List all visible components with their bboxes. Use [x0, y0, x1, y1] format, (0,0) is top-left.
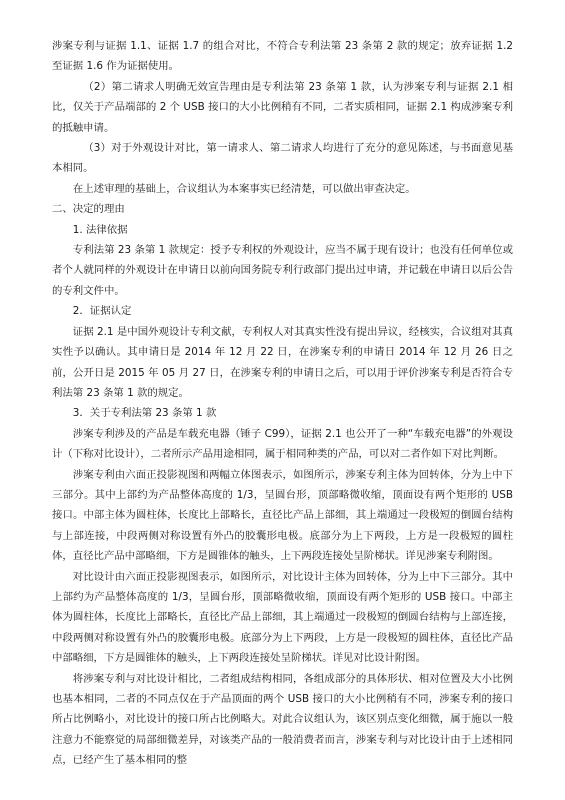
paragraph-product: 涉案专利涉及的产品是车载充电器（锤子 C99），证据 2.1 也公开了一种“车载充电器”的外观设计（下称对比设计），二者所示产品用途相同，属于相同种类的产品，可以对二者作如下对比判断。 — [52, 427, 513, 461]
paragraph-comparison-analysis: 将涉案专利与对比设计相比，二者组成结构相同，各组成部分的具体形状、相对位置及大小比例也基本相同，二者的不同点仅在于产品顶面的两个 USB 接口的大小比例稍有不同，涉案专利的接口所占比例略小，对比设计的接口所占比例略大。对此合议组认为，该区别点变化细微，属于施以一般注意力不能察觉的局部细微差异，对该类产品的一般消费者而言，涉案专利与对比设计由于上述相同点，已经产生了基本相同的整 — [52, 672, 513, 767]
paragraph-4: 在上述审理的基础上，合议组认为本案事实已经清楚，可以做出审查决定。 — [72, 182, 416, 195]
paragraph-evidence: 证据 2.1 是中国外观设计专利文献，专利权人对其真实性没有提出异议，经核实，合议组对其真实性予以确认。其申请日是 2014 年 12 月 22 日，在涉案专利的申请日 2014 年 12 月 26 日之前，公开日是 2015 年 05 月 27 日，在涉案专利的申请日之后，可以用于评价涉案专利是否符合专利法第 23 条第 1 款的规定。 — [52, 325, 513, 399]
paragraph-patent-description: 涉案专利由六面正投影视图和两幅立体图表示，如图所示，涉案专利主体为回转体，分为上中下三部分。其中上部约为产品整体高度的 1/3，呈圆台形，顶部略微收缩，顶面设有两个矩形的 USB 接口。中部主体为圆柱体，长度比上部略长，直径比产品上部细，其上端通过一段极短的倒圆台结构与上部连接，中段两侧对称设置有外凸的胶囊形电极。底部分为上下两段，上方是一段极短的圆柱体，直径比产品中部略细，下方是圆锥体的触头，上下两段连接处呈阶梯状。详见涉案专利附图。 — [52, 468, 513, 563]
subheading-evidence: 2．证据认定 — [72, 305, 132, 318]
paragraph-1: 涉案专利与证据 1.1、证据 1.7 的组合对比，不符合专利法第 23 条第 2 款的规定；放弃证据 1.2 至证据 1.6 作为证据使用。 — [52, 40, 513, 73]
subheading-article-23: 3．关于专利法第 23 条第 1 款 — [72, 407, 217, 420]
paragraph-3: （3）对于外观设计对比，第一请求人、第二请求人均进行了充分的意见陈述，与书面意见基本相同。 — [52, 142, 513, 175]
paragraph-2: （2）第二请求人明确无效宣告理由是专利法第 23 条第 1 款，认为涉案专利与证据 2.1 相比，仅关于产品端部的 2 个 USB 接口的大小比例稍有不同，二者实质相同，证据 2.1 构成涉案专利的抵触申请。 — [52, 80, 513, 134]
subheading-legal-basis: 1. 法律依据 — [72, 223, 128, 236]
paragraph-comparison-description: 对比设计由六面正投影视图表示，如图所示，对比设计主体为回转体，分为上中下三部分。其中上部约为产品整体高度的 1/3，呈圆台形，顶部略微收缩，顶面设有两个矩形的 USB 接口。中部主体为圆柱体，长度比上部略长，直径比产品上部细，其上端通过一段极短的倒圆台结构与上部连接，中段两侧对称设置有外凸的胶囊形电极。底部分为上下两段，上方是一段极短的圆柱体，直径比产品中部略细，下方是圆锥体的触头，上下两段连接处呈阶梯状。详见对比设计附图。 — [52, 570, 513, 665]
paragraph-legal-basis: 专利法第 23 条第 1 款规定：授予专利权的外观设计，应当不属于现有设计；也没有任何单位或者个人就同样的外观设计在申请日以前向国务院专利行政部门提出过申请，并记载在申请日以后公告的专利文件中。 — [52, 244, 513, 297]
section-heading-reasons: 二、决定的理由 — [52, 203, 125, 216]
